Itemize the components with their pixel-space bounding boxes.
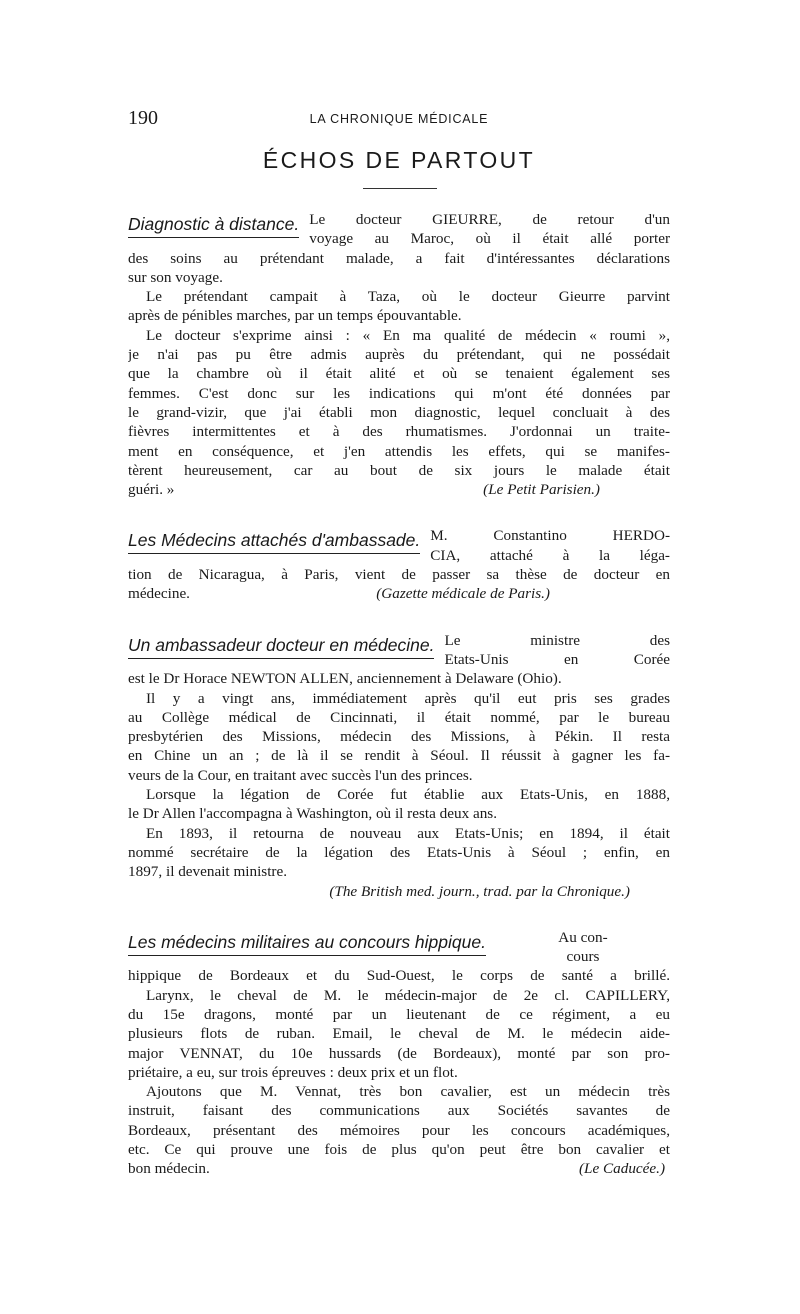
article-heading: Diagnostic à distance.	[128, 210, 299, 238]
text-line: Le ministre des	[444, 631, 670, 649]
text-line: Larynx, le cheval de M. le médecin-major de 2e cl. CAPILLERY,	[146, 986, 670, 1004]
text-line: hippique de Bordeaux et du Sud-Ouest, le corps de santé a brillé.	[128, 967, 670, 985]
article-source: (Le Petit Parisien.)	[483, 481, 600, 499]
text-line: en Chine un an ; de là il se rendit à Séoul. Il réussit à gagner les fa-	[128, 747, 670, 765]
text-line: sur son voyage.	[128, 268, 223, 286]
text-line: instruit, faisant des communications aux Sociétés savantes de	[128, 1102, 670, 1120]
section-title: ÉCHOS DE PARTOUT	[262, 147, 536, 173]
text-line: tèrent heureusement, car au bout de six jours le malade était	[128, 461, 670, 479]
text-line: Etats-Unis en Corée	[444, 650, 670, 668]
article-heading: Les Médecins attachés d'ambassade.	[128, 526, 420, 554]
text-line: major VENNAT, du 10e hussards (de Bordeaux), monté par son pro-	[128, 1044, 670, 1062]
article-medecins-militaires	[128, 928, 670, 1179]
text-line: femmes. C'est donc sur les indications qui m'ont été données par	[128, 384, 670, 402]
text-line: médecine.	[128, 585, 190, 603]
text-line: nommé secrétaire de la légation des Etats-Unis à Séoul ; enfin, en	[128, 843, 670, 861]
text-line: Le docteur s'exprime ainsi : « En ma qualité de médecin « roumi »,	[146, 326, 670, 344]
text-line: veurs de la Cour, en traitant avec succès l'un des princes.	[128, 766, 473, 784]
text-line: fièvres intermittentes et à des rhumatismes. J'ordonnai un traite-	[128, 423, 670, 441]
text-line: Au con-	[558, 928, 608, 946]
article-medecins-ambassade	[128, 526, 670, 603]
article-source: (Gazette médicale de Paris.)	[376, 585, 550, 603]
text-line: Le docteur GIEURRE, de retour d'un	[309, 211, 670, 228]
articles-column	[128, 210, 670, 1206]
page-number: 190	[128, 107, 158, 129]
text-line: des soins au prétendant malade, a fait d'intéressantes déclarations	[128, 249, 670, 267]
article-heading: Un ambassadeur docteur en médecine.	[128, 631, 434, 659]
text-line: au Collège médical de Cincinnati, il était nommé, par le bureau	[128, 708, 670, 726]
text-line: que la chambre où il était alité et où se tenaient également ses	[128, 365, 670, 383]
article-source: (The British med. journ., trad. par la Chronique.)	[329, 882, 630, 900]
text-line: etc. Ce qui prouve une fois de plus qu'on peut être bon cavalier et	[128, 1141, 670, 1159]
text-line: Il y a vingt ans, immédiatement après qu'il eut pris ses grades	[146, 689, 670, 707]
text-line: je n'ai pas pu être admis auprès du prétendant, qui ne possédait	[128, 346, 670, 364]
text-line: M. Constantino HERDO-	[430, 527, 670, 545]
article-source: (Le Caducée.)	[578, 1160, 665, 1178]
text-line: plusieurs flots de ruban. Email, le cheval de M. le médecin aide-	[128, 1025, 670, 1043]
page-header	[128, 107, 670, 131]
text-line: En 1893, il retourna de nouveau aux Etats-Unis; en 1894, il était	[146, 824, 670, 842]
text-line: après de pénibles marches, par un temps épouvantable.	[128, 307, 462, 325]
text-line: Le prétendant campait à Taza, où le docteur Gieurre parvint	[146, 288, 670, 306]
text-line: guéri. »	[128, 481, 175, 499]
article-ambassadeur-docteur	[128, 631, 670, 901]
running-title: LA CHRONIQUE MÉDICALE	[309, 112, 489, 126]
article-diagnostic	[128, 210, 670, 499]
text-line: tion de Nicaragua, à Paris, vient de passer sa thèse de docteur en	[128, 566, 670, 584]
text-line: Bordeaux, présentant des mémoires pour les concours académiques,	[128, 1121, 670, 1139]
text-line: cours	[566, 948, 600, 966]
text-line: le Dr Allen l'accompagna à Washington, où il resta deux ans.	[128, 805, 498, 823]
text-line: 1897, il devenait ministre.	[128, 863, 288, 881]
text-line: Ajoutons que M. Vennat, très bon cavalier, est un médecin très	[146, 1083, 670, 1101]
text-line: priétaire, a eu, sur trois épreuves : deux prix et un flot.	[128, 1063, 458, 1081]
text-line: presbytérien des Missions, médecin des Missions, à Pékin. Il resta	[128, 728, 670, 746]
article-heading: Les médecins militaires au concours hippique.	[128, 928, 486, 956]
text-line: est le Dr Horace NEWTON ALLEN, anciennement à Delaware (Ohio).	[128, 670, 562, 688]
text-line: CIA, attaché à la léga-	[430, 546, 670, 564]
text-line: le grand-vizir, que j'ai établi mon diagnostic, lequel concluait à des	[128, 403, 670, 421]
text-line: voyage au Maroc, où il était allé porter	[309, 230, 670, 248]
text-line: du 15e dragons, monté par un lieutenant de ce régiment, a eu	[128, 1005, 670, 1023]
text-line: bon médecin.	[128, 1160, 210, 1178]
title-divider	[363, 188, 437, 189]
text-line: Lorsque la légation de Corée fut établie aux Etats-Unis, en 1888,	[146, 786, 670, 804]
text-line: ment en conséquence, et j'en attendis les effets, qui se manifes-	[128, 442, 670, 460]
